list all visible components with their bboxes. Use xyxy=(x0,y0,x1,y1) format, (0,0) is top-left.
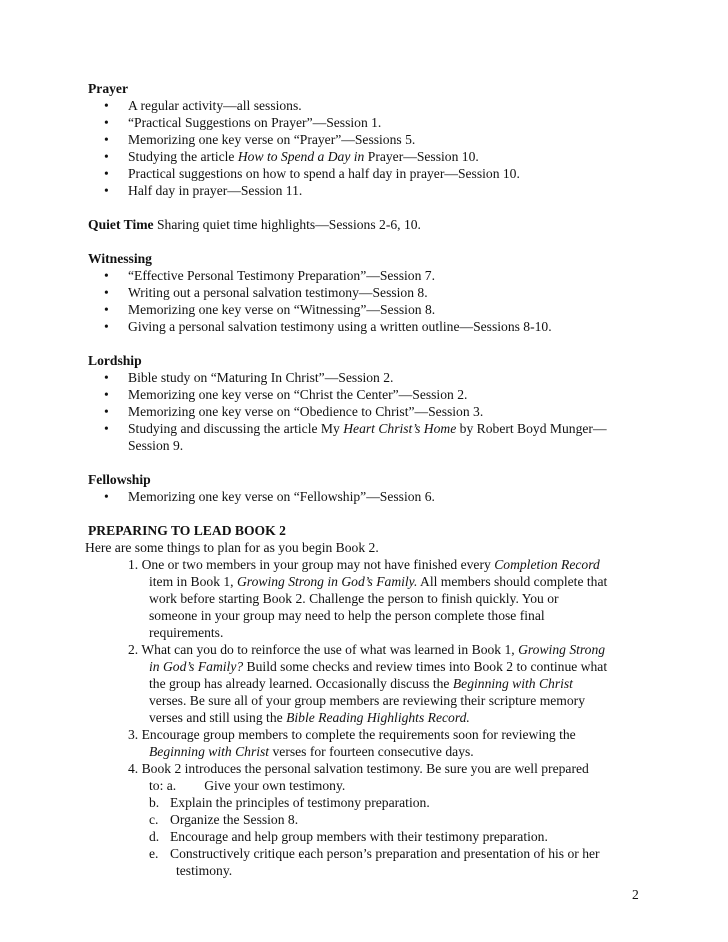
list-item: • Memorizing one key verse on “Christ the Center”—Session 2. xyxy=(88,386,648,403)
numbered-item-1: 1. One or two members in your group may not have finished every Completion Record item in Book 1, Growing Strong in God’s Family. All members should complete that work before starting Book 2. Challenge the person to finish quickly. You or someone in your group may need to help the person complete those final requirements. xyxy=(128,557,608,640)
list-item: • “Effective Personal Testimony Preparation”—Session 7. xyxy=(88,267,648,284)
section-heading-preparing: PREPARING TO LEAD BOOK 2 xyxy=(88,523,286,538)
section-preparing xyxy=(85,522,648,879)
page-content xyxy=(85,80,648,879)
quiet-time-text: Sharing quiet time highlights—Sessions 2-6, 10. xyxy=(153,217,421,232)
list-item: • Studying and discussing the article My Heart Christ’s Home by Robert Boyd Munger— Session 9. xyxy=(88,420,648,454)
section-heading-lordship: Lordship xyxy=(88,353,142,368)
sub-list xyxy=(88,794,648,879)
section-prayer xyxy=(88,80,648,199)
page-number: 2 xyxy=(632,887,639,902)
list-item: • Studying the article How to Spend a Day in Prayer—Session 10. xyxy=(88,148,648,165)
section-heading-quiet-time: Quiet Time xyxy=(88,217,154,232)
numbered-item-2: 2. What can you do to reinforce the use of what was learned in Book 1, Growing Strong in God’s Family? Build some checks and review times into Book 2 to continue what the group has already learned. Occasionally discuss the Beginning with Christ verses. Be sure all of your group members are reviewing their scripture memory verses and still using the Bible Reading Highlights Record. xyxy=(128,642,608,725)
list-item: • Bible study on “Maturing In Christ”—Session 2. xyxy=(88,369,648,386)
section-quiet-time xyxy=(88,216,648,233)
section-heading-prayer: Prayer xyxy=(88,81,128,96)
article-title: How to Spend a Day in xyxy=(237,149,365,164)
section-heading-fellowship: Fellowship xyxy=(88,472,151,487)
sub-item-e: e. Constructively critique each person’s preparation and presentation of his or her testimony. xyxy=(149,846,600,878)
list-item: • Practical suggestions on how to spend a half day in prayer—Session 10. xyxy=(88,165,648,182)
witnessing-list xyxy=(88,267,648,335)
sub-item-c: c. Organize the Session 8. xyxy=(149,812,299,827)
section-lordship xyxy=(88,352,648,454)
numbered-item-3: 3. Encourage group members to complete the requirements soon for reviewing the Beginning with Christ verses for fourteen consecutive days. xyxy=(128,727,576,759)
section-fellowship xyxy=(88,471,648,505)
list-item: • Half day in prayer—Session 11. xyxy=(88,182,648,199)
list-item: • Memorizing one key verse on “Obedience to Christ”—Session 3. xyxy=(88,403,648,420)
prayer-list xyxy=(88,97,648,199)
list-item: • Writing out a personal salvation testimony—Session 8. xyxy=(88,284,648,301)
sub-item-d: d. Encourage and help group members with their testimony preparation. xyxy=(149,829,548,844)
list-item: • Memorizing one key verse on “Witnessing”—Session 8. xyxy=(88,301,648,318)
fellowship-list xyxy=(88,488,648,505)
lordship-list xyxy=(88,369,648,454)
list-item: • Memorizing one key verse on “Prayer”—Sessions 5. xyxy=(88,131,648,148)
preparing-intro: Here are some things to plan for as you begin Book 2. xyxy=(85,540,379,555)
list-item: • A regular activity—all sessions. xyxy=(88,97,648,114)
section-witnessing xyxy=(88,250,648,335)
list-item: • Giving a personal salvation testimony using a written outline—Sessions 8-10. xyxy=(88,318,648,335)
list-item: • Memorizing one key verse on “Fellowship”—Session 6. xyxy=(88,488,648,505)
sub-item-b: b. Explain the principles of testimony preparation. xyxy=(149,795,430,810)
numbered-item-4: 4. Book 2 introduces the personal salvation testimony. Be sure you are well prepared to: a. Give your own testimony. xyxy=(128,761,589,793)
article-title: Heart Christ’s Home xyxy=(343,421,457,436)
list-item: • “Practical Suggestions on Prayer”—Session 1. xyxy=(88,114,648,131)
section-heading-witnessing: Witnessing xyxy=(88,251,152,266)
